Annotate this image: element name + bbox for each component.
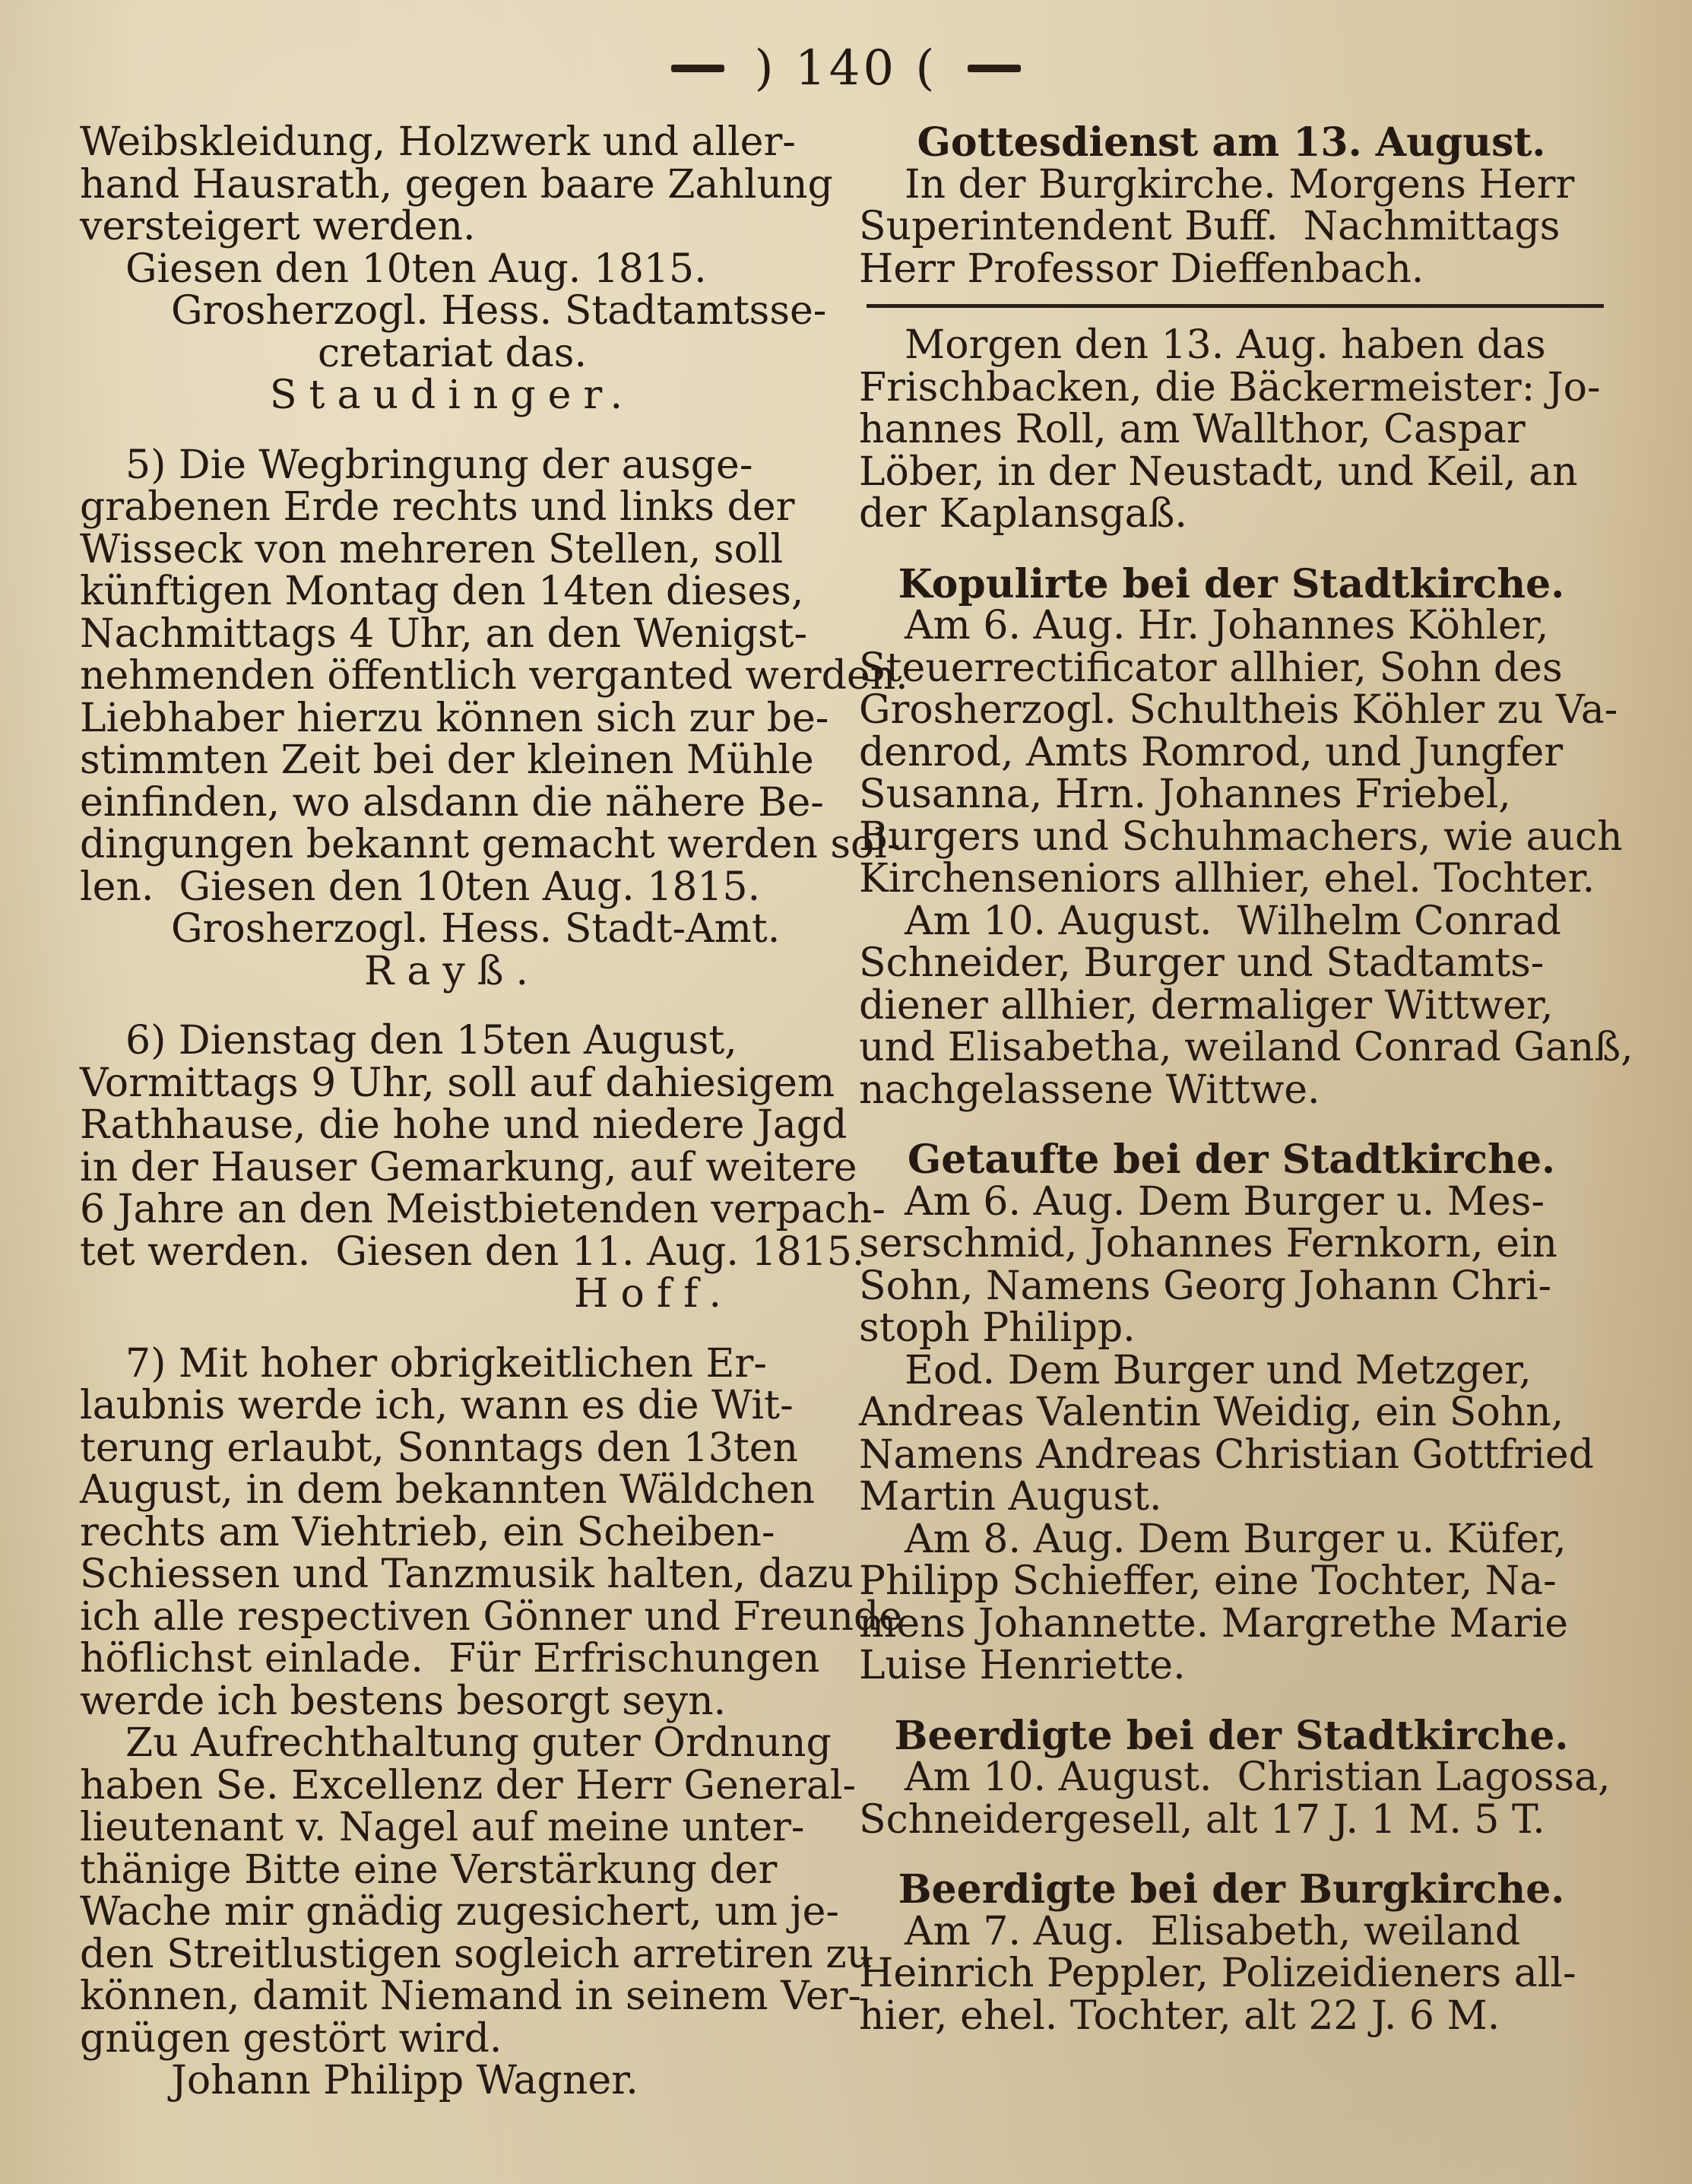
notice-7-signature: Johann Philipp Wagner. [171,2058,638,2103]
text-line: dingungen bekannt gemacht werden sol- [80,822,901,867]
baptized-entry-1 [859,1178,1604,1351]
notice-4-signature-1: Grosherzogl. Hess. Stadtamtsse- [171,288,827,334]
text-line: Burgers und Schuhmachers, wie auch [859,813,1623,860]
notice-5-signature-2: Rayß. [364,948,540,994]
text-line: Steuerrectificator allhier, Sohn des [859,645,1563,691]
text-line: 6 Jahre an den Meistbietenden verpach- [80,1187,886,1232]
page-number: ) 140 ( [754,40,938,97]
header-dash-right [968,65,1021,72]
notice-4-signature-2: cretariat das. [317,330,588,376]
bakers-text [859,322,1604,537]
text-line: haben Se. Excellenz der Herr General- [80,1762,857,1808]
text-line: Heinrich Peppler, Polizeidieners all- [859,1951,1576,1996]
text-line: Sohn, Namens Georg Johann Chri- [859,1263,1552,1309]
text-line: Am 6. Aug. Dem Burger u. Mes- [905,1178,1545,1225]
text-line: können, damit Niemand in seinem Ver- [80,1973,862,2019]
notice-6-text [80,1018,886,1275]
text-line: werde ich bestens besorgt seyn. [80,1678,727,1724]
service-heading: Gottesdienst am 13. August. [917,119,1546,166]
text-line: Schiessen und Tanzmusik halten, dazu [80,1552,854,1597]
spacer [80,417,825,445]
text-line: len. Giesen den 10ten Aug. 1815. [80,864,761,910]
text-line: Grosherzogl. Schultheis Köhler zu Va- [859,687,1618,733]
text-line: Morgen den 13. Aug. haben das [905,322,1546,368]
text-line: Wisseck von mehreren Stellen, soll [80,526,784,572]
text-line: denrod, Amts Romrod, und Jungfer [859,729,1564,775]
spacer [859,1111,1604,1139]
text-line: laubnis werde ich, wann es die Wit- [80,1383,794,1428]
text-line: Martin August. [859,1474,1162,1520]
text-line: Liebhaber hierzu können sich zur be- [80,695,829,741]
notice-4-date: Giesen den 10ten Aug. 1815. [125,246,707,292]
buried-castle-entry [859,1908,1604,2039]
text-line: 6) Dienstag den 15ten August, [125,1018,737,1063]
text-line: und Elisabetha, weiland Conrad Ganß, [859,1025,1633,1070]
text-line: Zu Aufrechthaltung guter Ordnung [125,1720,832,1766]
text-line: in der Hauser Gemarkung, auf weitere [80,1144,857,1190]
spacer [80,1316,825,1343]
right-column [859,119,1633,2039]
text-line: tet werden. Giesen den 11. Aug. 1815. [80,1228,865,1275]
text-line: Schneider, Burger und Stadtamts- [859,940,1545,986]
text-line: rechts am Viehtrieb, ein Scheiben- [80,1509,775,1555]
spacer [80,993,825,1020]
text-line: August, in dem bekannten Wäldchen [80,1467,815,1513]
text-line: Namens Andreas Christian Gottfried [859,1431,1594,1478]
text-line: hannes Roll, am Wallthor, Caspar [859,407,1526,452]
text-line: 7) Mit hoher obrigkeitlichen Er- [125,1340,767,1387]
text-line: Am 6. Aug. Hr. Johannes Köhler, [905,603,1549,648]
text-line: künftigen Montag den 14ten dieses, [80,569,804,614]
text-line: stimmten Zeit bei der kleinen Mühle [80,737,814,783]
text-line: Herr Professor Dieffenbach. [859,246,1424,292]
married-heading: Kopulirte bei der Stadtkirche. [898,560,1565,607]
text-line: Am 7. Aug. Elisabeth, weiland [905,1908,1521,1954]
married-entry-1 [859,603,1623,902]
text-line: Superintendent Buff. Nachmittags [859,204,1561,249]
page-header [0,34,1692,103]
baptized-heading: Getaufte bei der Stadtkirche. [907,1136,1556,1183]
header-dash-left [671,65,724,72]
married-entry-2 [859,898,1633,1113]
text-line: stoph Philipp. [859,1305,1136,1351]
text-line: Eod. Dem Burger und Metzger, [905,1347,1532,1393]
notice-7-order-text [80,1720,873,2062]
text-line: mens Johannette. Margrethe Marie [859,1600,1569,1647]
text-line: Nachmittags 4 Uhr, an den Wenigst- [80,610,808,657]
text-line: lieutenant v. Nagel auf meine unter- [80,1805,805,1850]
spacer [859,1841,1604,1869]
text-line: thänige Bitte eine Verstärkung der [80,1846,778,1893]
text-line: versteigert werden. [80,204,476,249]
service-text [859,161,1604,292]
text-line: höflichst einlade. Für Erfrischungen [80,1636,820,1682]
spacer [859,1688,1604,1715]
text-line: Weibskleidung, Holzwerk und aller- [80,119,796,165]
baptized-entry-3 [859,1516,1604,1688]
text-line: hier, ehel. Tochter, alt 22 J. 6 M. [859,1992,1500,2039]
text-line: den Streitlustigen sogleich arretiren zu [80,1931,873,1977]
text-line: Rathhause, die hohe und niedere Jagd [80,1102,848,1148]
buried-castle-heading: Beerdigte bei der Burgkirche. [898,1866,1565,1913]
text-line: grabenen Erde rechts und links der [80,484,795,530]
text-line: nachgelassene Wittwe. [859,1067,1320,1113]
text-line: diener allhier, dermaliger Wittwer, [859,982,1554,1029]
buried-city-entry [859,1754,1611,1843]
notice-4-signature-3: Staudinger. [269,372,635,418]
text-line: Kirchenseniors allhier, ehel. Tochter. [859,856,1595,902]
text-line: Löber, in der Neustadt, und Keil, an [859,449,1578,495]
baptized-entry-2 [859,1347,1604,1520]
text-line: Philipp Schieffer, eine Tochter, Na- [859,1558,1557,1604]
text-line: 5) Die Wegbringung der ausge- [125,442,753,488]
text-line: ich alle respectiven Gönner und Freunde [80,1593,903,1640]
text-line: gnügen gestört wird. [80,2015,502,2062]
text-line: In der Burgkirche. Morgens Herr [905,161,1575,208]
notice-5-text [80,442,908,910]
text-line: Wache mir gnädig zugesichert, um je- [80,1889,839,1935]
text-line: Vormittags 9 Uhr, soll auf dahiesigem [80,1060,835,1106]
notice-4-text [80,119,833,249]
text-line: Am 10. August. Christian Lagossa, [905,1754,1611,1800]
text-line: Susanna, Hrn. Johannes Friebel, [859,772,1511,817]
text-line: Am 10. August. Wilhelm Conrad [905,898,1561,944]
buried-city-heading: Beerdigte bei der Stadtkirche. [894,1712,1569,1759]
text-line: hand Hausrath, gegen baare Zahlung [80,161,833,208]
text-line: einfinden, wo alsdann die nähere Be- [80,779,824,826]
text-line: Frischbacken, die Bäckermeister: Jo- [859,364,1601,410]
text-line: Luise Henriette. [859,1643,1186,1688]
left-column [80,119,908,2103]
text-line: nehmenden öffentlich verganted werden. [80,653,908,699]
spacer [859,536,1604,563]
text-line: terung erlaubt, Sonntags den 13ten [80,1425,799,1471]
notice-7-text [80,1340,903,1724]
notice-6-signature: Hoff. [574,1271,734,1317]
text-line: der Kaplansgaß. [859,491,1187,537]
text-line: Am 8. Aug. Dem Burger u. Küfer, [905,1516,1567,1562]
text-line: Schneidergesell, alt 17 J. 1 M. 5 T. [859,1796,1545,1843]
section-divider [867,304,1604,308]
notice-5-signature-1: Grosherzogl. Hess. Stadt-Amt. [171,906,781,952]
text-line: serschmid, Johannes Fernkorn, ein [859,1221,1557,1266]
text-line: Andreas Valentin Weidig, ein Sohn, [859,1390,1564,1435]
